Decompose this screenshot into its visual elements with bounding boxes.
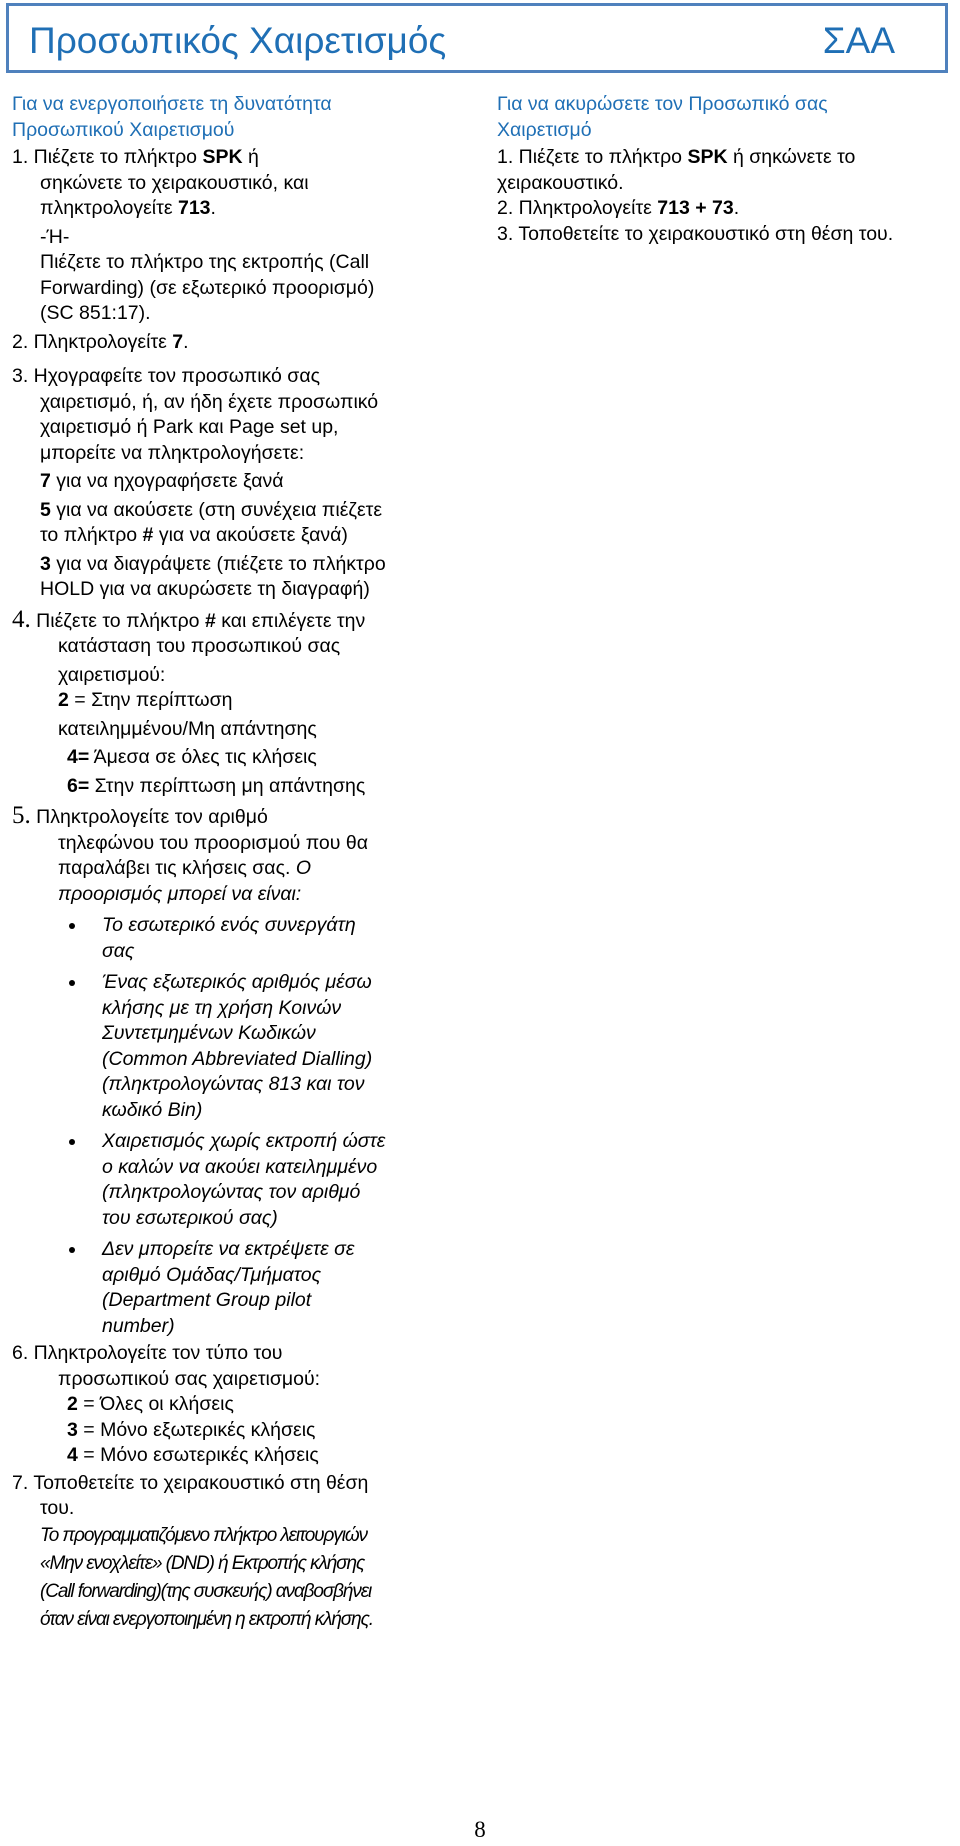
cancel-step-2: 2. Πληκτρολογείτε 713 + 73. bbox=[497, 197, 740, 219]
list-item: Χαιρετισμός χωρίς εκτροπή ώστε ο καλών να ακούει κατειλημμένο (πληκτρολογώντας τον αριθμό του εσωτερικού σας) bbox=[12, 1129, 482, 1231]
cancel-step-1: 1. Πιέζετε το πλήκτρο SPK ή σηκώνετε το bbox=[497, 146, 856, 168]
step-6: 6. Πληκτρολογείτε τον τύπο του προσωπικού σας χαιρετισμού: 2 = Όλες οι κλήσεις 3 = Μόνο εξωτερικές κλήσεις 4 = Μόνο εσωτερικές κλήσεις bbox=[12, 1342, 321, 1466]
step-4: 4. Πιέζετε το πλήκτρο # και επιλέγετε την κατάσταση του προσωπικού σας χαιρετισμού: 2 = Στην περίπτωση κατειλημμένου/Μη απάντησης 4= Άμεσα σε όλες τις κλήσεις 6= Στην περίπτωση μη απάντησης bbox=[12, 605, 366, 797]
activate-heading: Για να ενεργοποιήσετε τη δυνατότητα Προσωπικού Χαιρετισμού bbox=[12, 93, 332, 141]
step-7: 7. Τοποθετείτε το χειρακουστικό στη θέση του. bbox=[12, 1471, 369, 1519]
page-number: 8 bbox=[474, 1817, 486, 1842]
product-code: ΣΑΑ bbox=[822, 20, 895, 61]
cancel-heading: Για να ακυρώσετε τον Προσωπικό σας Χαιρετισμό bbox=[497, 93, 828, 141]
right-column: Για να ακυρώσετε τον Προσωπικό σας Χαιρετισμό 1. Πιέζετε το πλήκτρο SPK ή σηκώνετε το χειρακουστικό. 2. Πληκτρολογείτε 713 + 73. 3. Τοποθετείτε το χειρακουστικό στη θέση του. bbox=[497, 92, 957, 247]
step-5: 5. Πληκτρολογείτε τον αριθμό τηλεφώνου του προορισμού που θα παραλάβει τις κλήσεις σας. Ο προορισμός μπορεί να είναι: Το εσωτερικό ενός συνεργάτη σας Ένας εξωτερικός αριθμός μέσω κλήσης με τη χρήση Κοινών Συντετμημένων Κωδικών (Common Abbreviated Dialling) (πληκτρολογώντας 813 και τον κωδικό Bin) Χαιρετισμός χωρίς εκτροπή ώστε ο καλών να ακούει κατειλημμένο (πληκτρολογώντας τον αριθμό του εσωτερικού σας) Δεν μπορείτε να εκτρέψετε σε αριθμό Ομάδας/Τμήματος (Department Group pilot number) bbox=[12, 803, 482, 1339]
page-title: Προσωπικός Χαιρετισμός bbox=[29, 20, 447, 61]
or-separator: -Ή- bbox=[40, 225, 70, 248]
step-2: 2. Πληκτρολογείτε 7. bbox=[12, 330, 189, 353]
list-item: Το εσωτερικό ενός συνεργάτη σας bbox=[12, 913, 482, 964]
title-banner bbox=[6, 3, 948, 73]
step-1: 1. Πιέζετε το πλήκτρο SPK ή σηκώνετε το χειρακουστικό, και πληκτρολογείτε 713. -Ή- Πιέζετε το πλήκτρο της εκτροπής (Call Forwarding) (σε εξωτερικό προορισμό) (SC 851:17). bbox=[12, 145, 482, 327]
left-column bbox=[12, 92, 482, 1634]
note-text: Το προγραμματιζόμενο πλήκτρο λειτουργιών «Μην ενοχλείτε» (DND) ή Εκτροπής κλήσης (Call forwarding)(της συσκευής) αναβοσβήνει όταν είναι ενεργοποιημένη η εκτροπή κλήσης. bbox=[40, 1524, 373, 1630]
cancel-step-3: 3. Τοποθετείτε το χειρακουστικό στη θέση του. bbox=[497, 222, 894, 245]
list-item: Δεν μπορείτε να εκτρέψετε σε αριθμό Ομάδας/Τμήματος (Department Group pilot number) bbox=[12, 1237, 482, 1339]
step-3: 3. Ηχογραφείτε τον προσωπικό σας χαιρετισμό, ή, αν ήδη έχετε προσωπικό χαιρετισμό ή Park και Page set up, μπορείτε να πληκτρολογήσετε: 7 για να ηχογραφήσετε ξανά 5 για να ακούσετε (στη συνέχεια πιέζετε το πλήκτρο # για να ακούσετε ξανά) 3 για να διαγράψετε (πιέζετε το πλήκτρο HOLD για να ακυρώσετε τη διαγραφή) bbox=[12, 365, 386, 600]
list-item: Ένας εξωτερικός αριθμός μέσω κλήσης με τη χρήση Κοινών Συντετμημένων Κωδικών (Common Abbreviated Dialling) (πληκτρολογώντας 813 και τον κωδικό Bin) bbox=[12, 970, 482, 1123]
